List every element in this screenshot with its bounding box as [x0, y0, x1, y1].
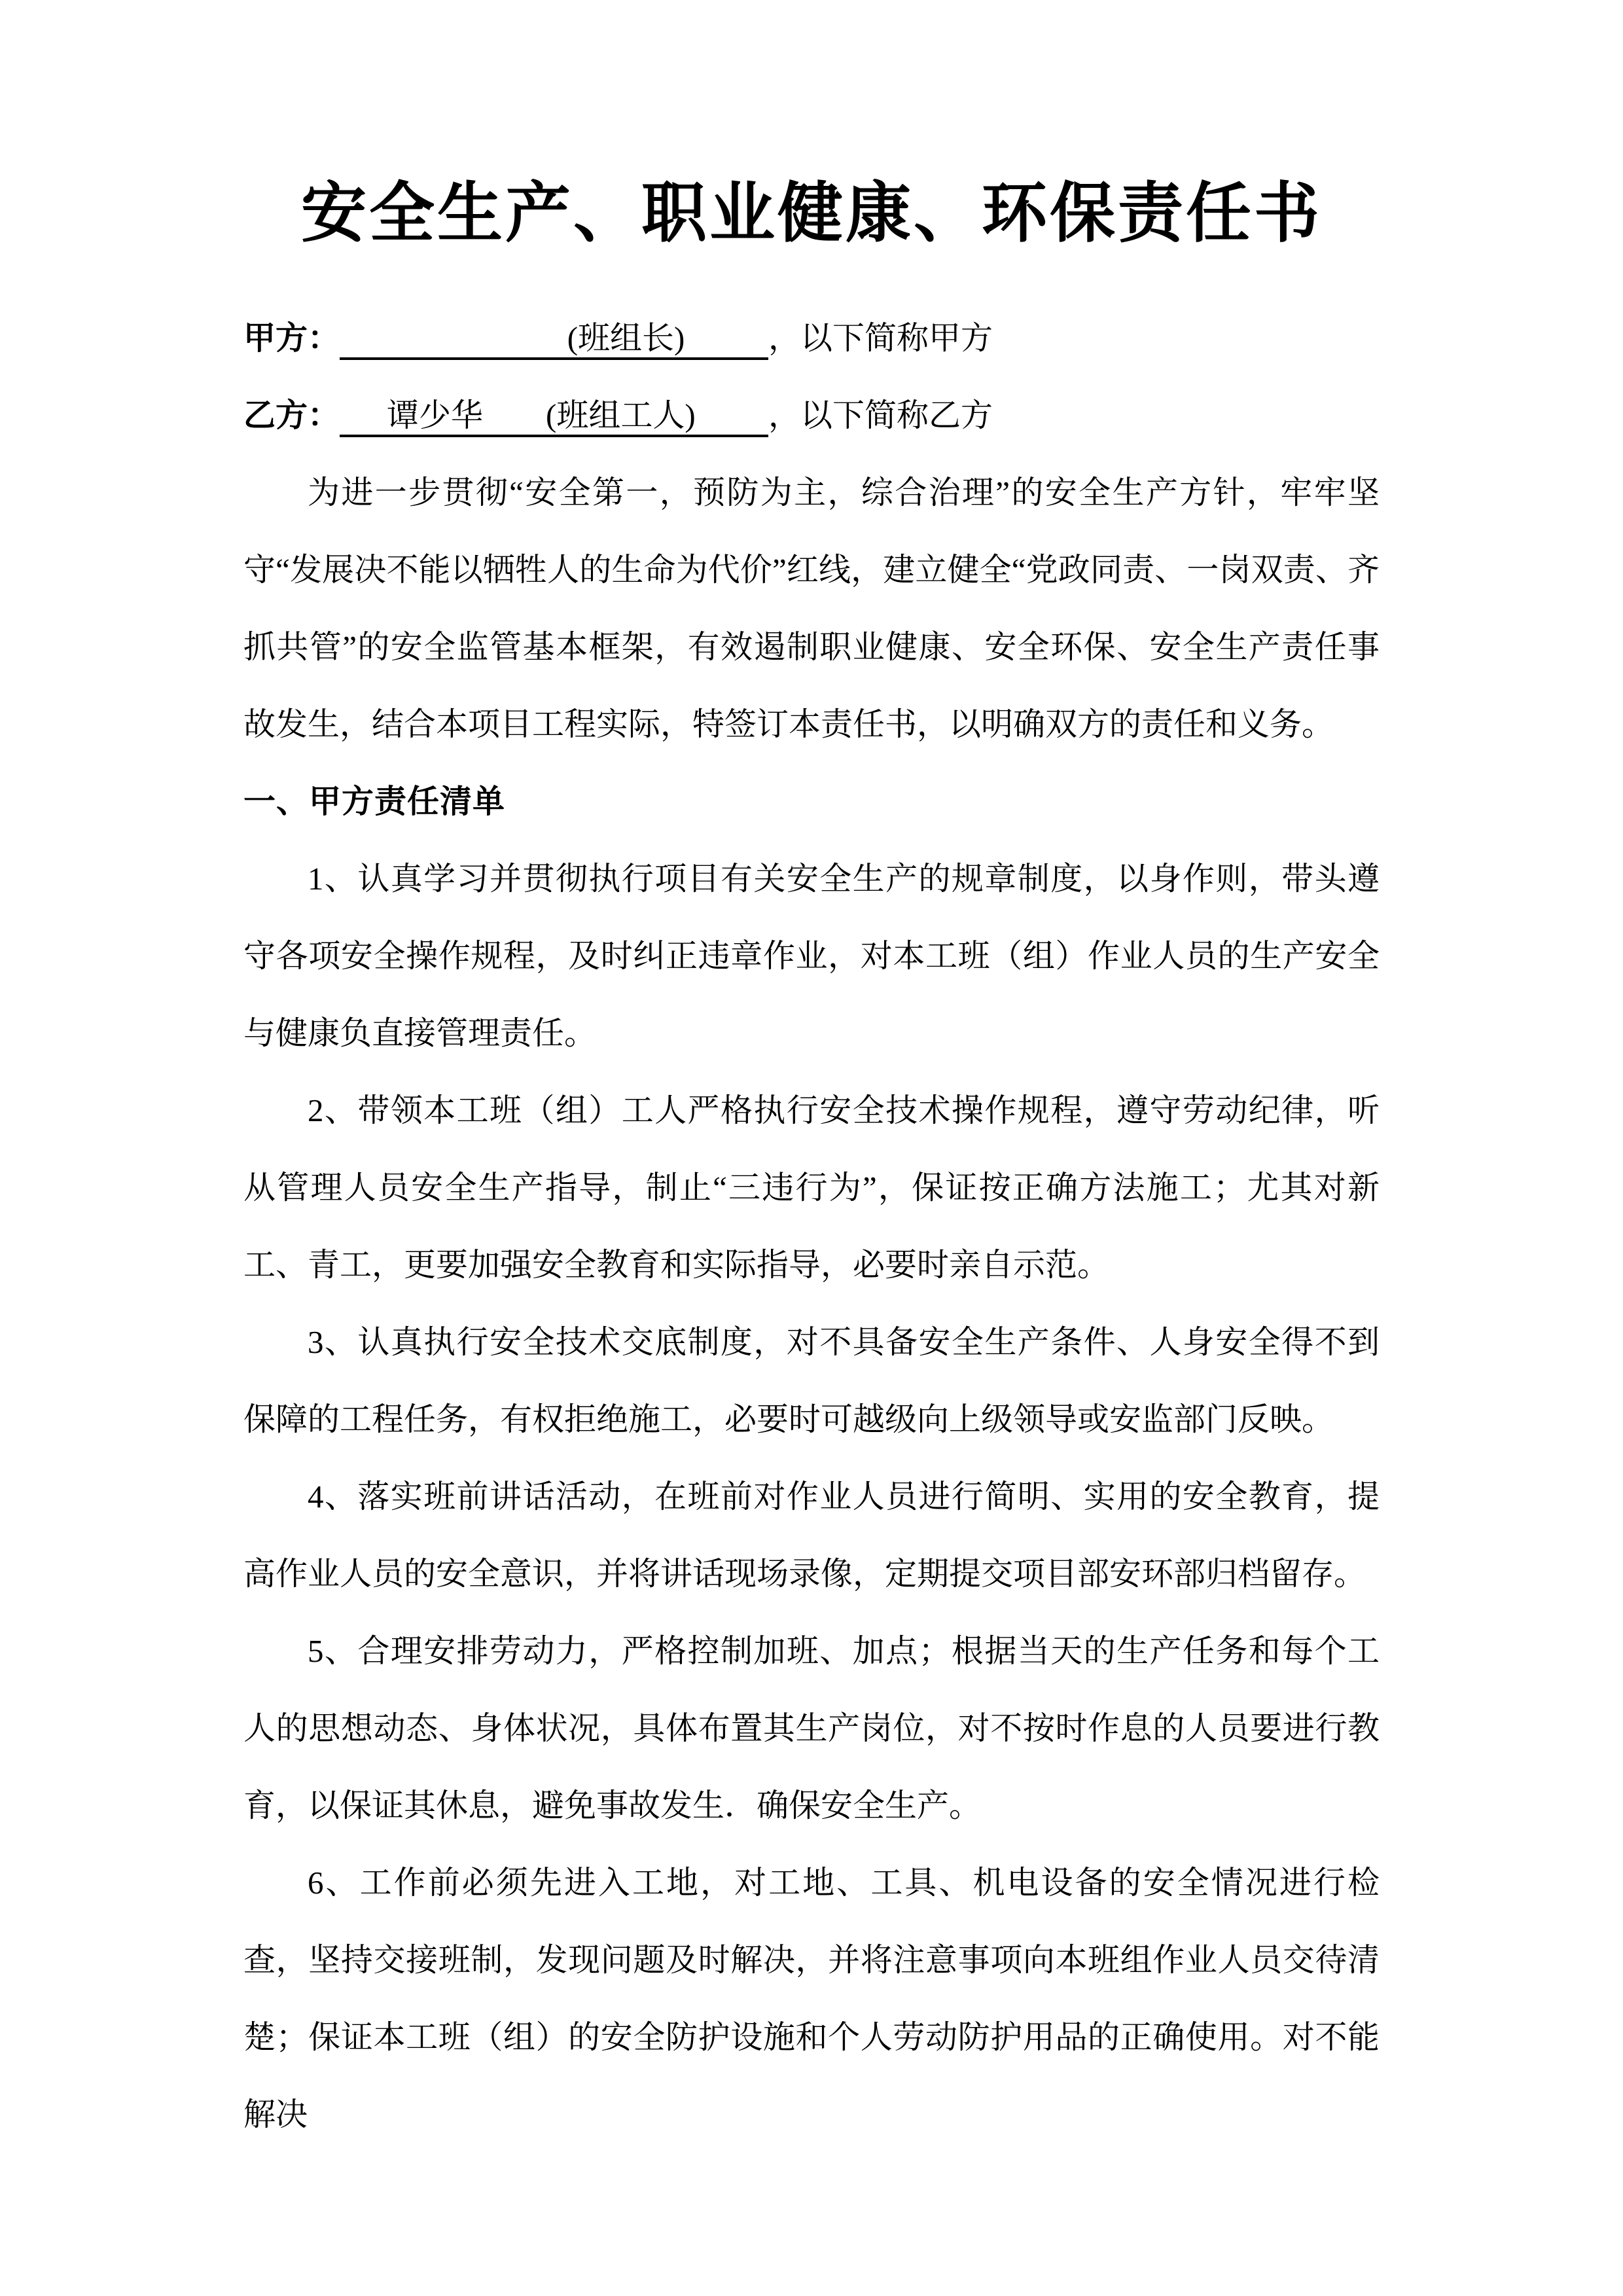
- party-a-line: [243, 300, 1380, 377]
- responsibility-item-3: 3、认真执行安全技术交底制度，对不具备安全生产条件、人身安全得不到保障的工程任务，有权拒绝施工，必要时可越级向上级领导或安监部门反映。: [243, 1324, 1380, 1437]
- intro-paragraph: 为进一步贯彻“安全第一，预防为主，综合治理”的安全生产方针，牢牢坚守“发展决不能以牺牲人的生命为代价”红线，建立健全“党政同责、一岗双责、齐抓共管”的安全监管基本框架，有效遏制职业健康、安全环保、安全生产责任事故发生，结合本项目工程实际，特签订本责任书，以明确双方的责任和义务。: [243, 475, 1380, 742]
- responsibility-item-5: 5、合理安排劳动力，严格控制加班、加点；根据当天的生产任务和每个工人的思想动态、身体状况，具体布置其生产岗位，对不按时作息的人员要进行教育，以保证其休息，避免事故发生．确保安全生产。: [243, 1633, 1380, 1823]
- party-a-blank-underline[interactable]: [340, 319, 768, 360]
- party-b-blank-underline[interactable]: [340, 397, 768, 437]
- responsibility-item-2: 2、带领本工班（组）工人严格执行安全技术操作规程，遵守劳动纪律，听从管理人员安全生产指导，制止“三违行为”，保证按正确方法施工；尤其对新工、青工，更要加强安全教育和实际指导，必要时亲自示范。: [243, 1092, 1380, 1283]
- document-title: 安全生产、职业健康、环保责任书: [301, 177, 1322, 250]
- party-a-role-hint: (班组长): [567, 320, 685, 356]
- party-b-label: 乙方：: [243, 397, 340, 433]
- responsibility-item-1: 1、认真学习并贯彻执行项目有关安全生产的规章制度，以身作则，带头遵守各项安全操作规程，及时纠正违章作业，对本工班（组）作业人员的生产安全与健康负直接管理责任。: [243, 861, 1380, 1051]
- party-a-suffix: ，以下简称甲方: [768, 320, 993, 356]
- responsibility-item-4: 4、落实班前讲话活动，在班前对作业人员进行简明、实用的安全教育，提高作业人员的安全意识，并将讲话现场录像，定期提交项目部安环部归档留存。: [243, 1479, 1380, 1592]
- party-b-line: [243, 377, 1380, 454]
- party-b-name: 谭少华: [387, 397, 484, 433]
- party-a-label: 甲方：: [243, 320, 340, 356]
- party-b-suffix: ，以下简称乙方: [768, 397, 993, 433]
- responsibility-item-6: 6、工作前必须先进入工地，对工地、工具、机电设备的安全情况进行检查，坚持交接班制，发现问题及时解决，并将注意事项向本班组作业人员交待清楚；保证本工班（组）的安全防护设施和个人劳动防护用品的正确使用。对不能解决: [243, 1865, 1380, 2132]
- section-1-heading: 一、甲方责任清单: [243, 784, 506, 819]
- party-b-role-hint: (班组工人): [546, 397, 696, 433]
